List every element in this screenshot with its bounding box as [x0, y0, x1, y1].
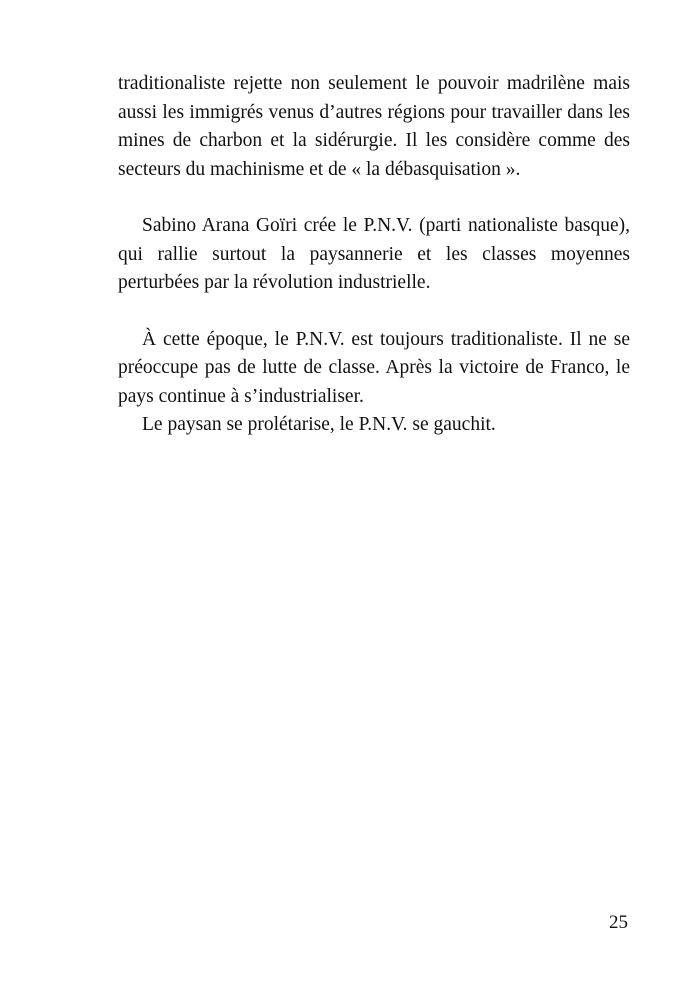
page-number: 25: [609, 912, 628, 933]
paragraph-gap: [118, 184, 630, 212]
paragraph-2: Sabino Arana Goïri crée le P.N.V. (parti nationaliste basque), qui rallie surtout la paysannerie et les classes moyennes perturbées par la révolution industrielle.: [118, 215, 630, 293]
body-text: [118, 70, 630, 440]
paragraph-3: À cette époque, le P.N.V. est toujours traditionaliste. Il ne se préoccupe pas de lutte de classe. Après la victoire de Franco, le pays continue à s’industrialiser.: [118, 328, 630, 407]
paragraph-1: traditionaliste rejette non seulement le pouvoir madrilène mais aussi les immigrés venus d’autres régions pour travailler dans les mines de charbon et la sidérurgie. Il les considère comme des secteurs du machinisme et de « la débasquisation ».: [118, 73, 630, 180]
paragraph-gap: [118, 298, 630, 326]
paragraph-4: Le paysan se prolétarise, le P.N.V. se gauchit.: [142, 414, 496, 435]
